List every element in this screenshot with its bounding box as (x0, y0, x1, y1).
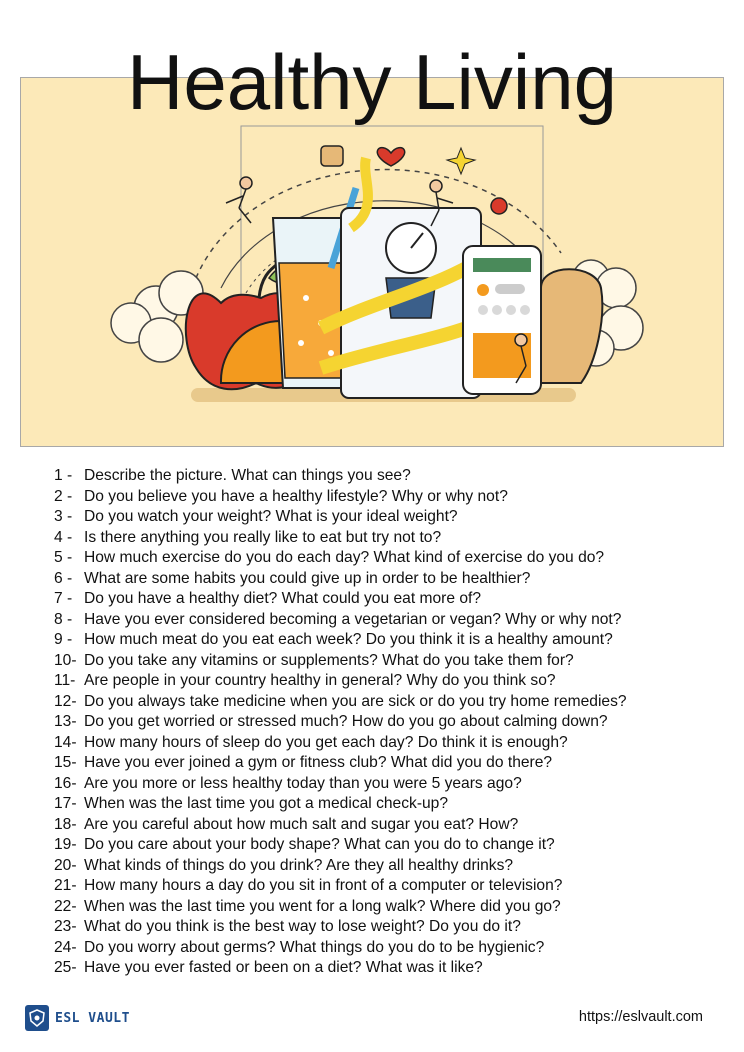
question-text: Do you worry about germs? What things do you do to be hygienic? (84, 938, 545, 956)
list-item (54, 487, 724, 508)
question-number: 18- (54, 815, 77, 833)
question-number: 23- (54, 918, 77, 935)
question-text: Are you more or less healthy today than you were 5 years ago? (84, 774, 522, 792)
question-text: How many hours a day do you sit in front of a computer or television? (84, 877, 563, 894)
list-item (54, 569, 724, 590)
healthy-living-illustration (21, 78, 725, 448)
question-text: Do you believe you have a healthy lifestyle? Why or why not? (84, 487, 508, 505)
list-item (54, 548, 724, 569)
list-item (54, 466, 724, 487)
question-number: 6 - (54, 569, 73, 587)
question-number: 16- (54, 774, 77, 792)
question-number: 9 - (54, 631, 73, 648)
runner-icon (226, 177, 252, 223)
question-text: Have you ever joined a gym or fitness club? What did you do there? (84, 754, 553, 771)
question-text: How much meat do you eat each week? Do you think it is a healthy amount? (84, 631, 613, 648)
question-text: Do you care about your body shape? What can you do to change it? (84, 836, 555, 853)
question-text: Have you ever considered becoming a vegetarian or vegan? Why or why not? (84, 610, 622, 628)
heart-icon (377, 148, 404, 166)
question-text: What are some habits you could give up in order to be healthier? (84, 569, 531, 587)
list-item (54, 917, 724, 938)
question-number: 5 - (54, 549, 73, 566)
list-item (54, 610, 724, 631)
question-text: Do you have a healthy diet? What could you eat more of? (84, 590, 482, 607)
question-number: 11- (54, 672, 76, 689)
list-item (54, 938, 724, 959)
question-text: When was the last time you got a medical check-up? (84, 795, 449, 812)
list-item (54, 630, 724, 651)
list-item (54, 671, 724, 692)
star-icon (447, 148, 475, 174)
footer-url[interactable]: https://eslvault.com (578, 1009, 703, 1025)
question-number: 14- (54, 733, 77, 751)
question-number: 10- (54, 651, 77, 669)
question-number: 20- (54, 856, 77, 874)
question-text: Do you always take medicine when you are sick or do you try home remedies? (84, 692, 627, 710)
question-text: Is there anything you really like to eat but try not to? (84, 528, 442, 546)
question-text: What kinds of things do you drink? Are they all healthy drinks? (84, 856, 514, 874)
question-text: Have you ever fasted or been on a diet? What was it like? (84, 959, 483, 976)
apple-small-icon (491, 198, 507, 214)
page-title: Healthy Living (127, 38, 617, 126)
question-number: 8 - (54, 610, 73, 628)
question-number: 7 - (54, 590, 73, 607)
list-item (54, 507, 724, 528)
list-item (54, 692, 724, 713)
question-number: 12- (54, 692, 77, 710)
question-text: Do you take any vitamins or supplements? What do you take them for? (84, 651, 574, 669)
question-list (54, 466, 724, 979)
question-number: 22- (54, 897, 77, 915)
question-text: Do you watch your weight? What is your ideal weight? (84, 508, 458, 525)
smartphone-icon (463, 246, 541, 394)
list-item (54, 856, 724, 877)
list-item (54, 589, 724, 610)
question-number: 2 - (54, 487, 73, 505)
list-item (54, 774, 724, 795)
list-item (54, 528, 724, 549)
question-number: 25- (54, 959, 77, 976)
list-item (54, 876, 724, 897)
question-number: 13- (54, 713, 77, 730)
question-number: 17- (54, 795, 77, 812)
question-text: Are you careful about how much salt and sugar you eat? How? (84, 815, 519, 833)
list-item (54, 733, 724, 754)
question-text: How many hours of sleep do you get each day? Do think it is enough? (84, 733, 568, 751)
question-text: Are people in your country healthy in general? Why do you think so? (84, 672, 556, 689)
question-text: Do you get worried or stressed much? How do you go about calming down? (84, 713, 608, 730)
question-number: 24- (54, 938, 77, 956)
bread-slice-icon (321, 146, 343, 166)
question-number: 4 - (54, 528, 73, 546)
list-item (54, 712, 724, 733)
question-text: What do you think is the best way to lose weight? Do you do it? (84, 918, 521, 935)
shield-icon (25, 1005, 49, 1031)
illustration-panel (20, 77, 724, 447)
list-item (54, 897, 724, 918)
list-item (54, 835, 724, 856)
question-number: 21- (54, 877, 77, 894)
list-item (54, 815, 724, 836)
question-number: 15- (54, 754, 77, 771)
question-text: How much exercise do you do each day? What kind of exercise do you do? (84, 549, 605, 566)
question-number: 1 - (54, 467, 73, 484)
list-item (54, 958, 724, 979)
question-number: 19- (54, 836, 77, 853)
question-number: 3 - (54, 508, 73, 525)
logo-text: ESL VAULT (55, 1010, 130, 1026)
list-item (54, 753, 724, 774)
list-item (54, 794, 724, 815)
list-item (54, 651, 724, 672)
esl-vault-logo (25, 1005, 130, 1031)
question-text: Describe the picture. What can things you see? (84, 467, 411, 484)
question-text: When was the last time you went for a long walk? Where did you go? (84, 897, 561, 915)
